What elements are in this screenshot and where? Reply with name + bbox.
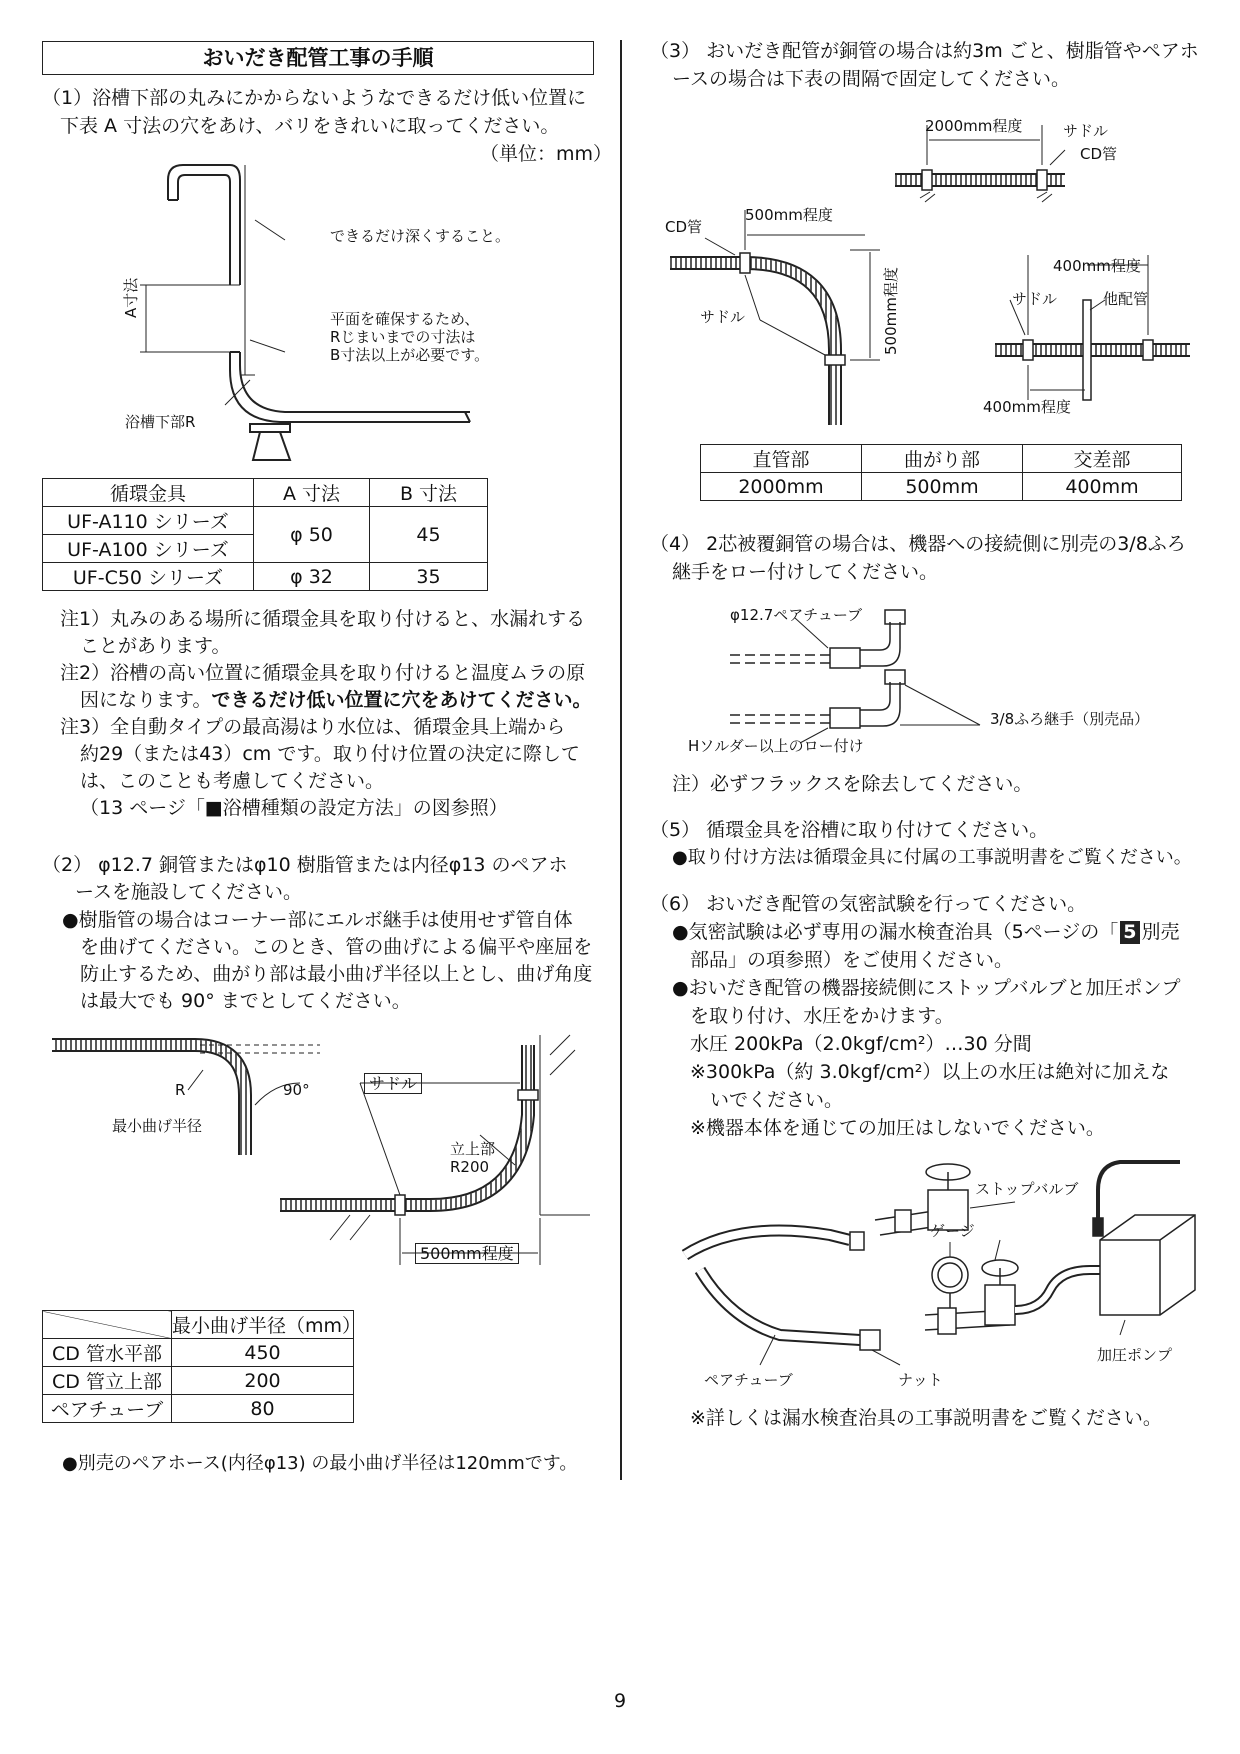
step2-bullet-line1: ●樹脂管の場合はコーナー部にエルボ継手は使用せず管自体 [62, 909, 573, 931]
table2-row3-value: 80 [172, 1395, 354, 1423]
table2-header: 最小曲げ半径（mm） [172, 1311, 354, 1339]
fixing-interval-table [700, 444, 1182, 501]
fig4-fitting-label: 3/8ふろ継手（別売品） [990, 710, 1150, 728]
fig3-cd-b-label: CD管 [665, 218, 703, 236]
fig3-500v-label: 500mm程度 [882, 267, 900, 355]
fig1-deep-label: できるだけ深くすること。 [330, 227, 511, 245]
step2-bullet-line4: は最大でも 90° までとしてください。 [80, 990, 411, 1012]
table2-row2-name: CD 管立上部 [43, 1367, 172, 1395]
step6-bullet1-text: ●気密試験は必ず専用の漏水検査治具（5ページの「 [672, 921, 1119, 943]
step6-bullet1-text-end: 別売 [1141, 921, 1180, 943]
note3-line1: 注3）全自動タイプの最高湯はり水位は、循環金具上端から [60, 716, 566, 738]
step5-line1: （5） 循環金具を浴槽に取り付けてください。 [650, 819, 1049, 841]
table3-value-straight: 2000mm [701, 473, 862, 501]
step1-line1: （1）浴槽下部の丸みにかからないようなできるだけ低い位置に [42, 87, 587, 109]
column-divider [620, 40, 622, 1480]
pressure-warning-2: ※機器本体を通じての加圧はしないでください。 [690, 1117, 1105, 1139]
note2-line1: 注2）浴槽の高い位置に循環金具を取り付けると温度ムラの原 [60, 662, 586, 684]
fig1-flat-label-1: 平面を確保するため、 [330, 310, 480, 328]
fig1-a-dim-label: A寸法 [122, 277, 140, 318]
fig3-500-label: 500mm程度 [745, 206, 833, 224]
table1-header-b: B 寸法 [370, 479, 488, 507]
fig3-400a-label: 400mm程度 [1053, 257, 1141, 275]
fig1-bottom-r-label: 浴槽下部R [125, 413, 196, 431]
table2-corner-cell [43, 1311, 172, 1339]
note3-line4: （13 ページ「■浴槽種類の設定方法」の図参照） [80, 797, 508, 819]
note3-line2: 約29（または43）cm です。取り付け位置の決定に際して [80, 743, 580, 765]
table3-value-cross: 400mm [1023, 473, 1182, 501]
fig1-flat-label-3: B寸法以上が必要です。 [330, 346, 490, 364]
page-number: 9 [614, 1690, 627, 1712]
step4-line1: （4） 2芯被覆銅管の場合は、機器への接続側に別売の3/8ふろ [650, 533, 1186, 555]
fig5-valve-label: ストップバルブ [975, 1180, 1079, 1198]
fig5-nut-label: ナット [898, 1371, 943, 1389]
fig1-flat-label-2: Rじまいまでの寸法は [330, 328, 476, 346]
note2-text: 因になります。 [80, 689, 212, 711]
fig3-400b-label: 400mm程度 [983, 398, 1071, 416]
fig3-cd-a-label: CD管 [1080, 145, 1118, 163]
step6-bullet2-line2: を取り付け、水圧をかけます。 [690, 1005, 954, 1027]
note1-line2: ことがあります。 [80, 635, 231, 657]
table3-value-bend: 500mm [862, 473, 1023, 501]
table1-row1-name: UF-A110 シリーズ [43, 507, 254, 535]
table1-row3-name: UF-C50 シリーズ [43, 563, 254, 591]
pressure-warning-line1: ※300kPa（約 3.0kgf/cm²）以上の水圧は絶対に加えな [690, 1061, 1170, 1083]
step6-bullet1-line1 [672, 921, 1180, 944]
fig2-deg-label: 90° [283, 1081, 310, 1099]
brazing-figure [700, 600, 1180, 760]
fig3-saddle-a-label: サドル [1063, 122, 1109, 140]
table3-header-cross: 交差部 [1023, 445, 1182, 473]
section-title: おいだき配管工事の手順 [42, 41, 594, 75]
step6-line1: （6） おいだき配管の気密試験を行ってください。 [650, 893, 1087, 915]
table3-header-straight: 直管部 [701, 445, 862, 473]
table2-row1-name: CD 管水平部 [43, 1339, 172, 1367]
fitting-dimension-table [42, 478, 488, 591]
fig2-minr-label: 最小曲げ半径 [112, 1117, 203, 1135]
fig4-pair-tube-label: φ12.7ペアチューブ [730, 606, 863, 624]
step6-bullet2-line1: ●おいだき配管の機器接続側にストップバルブと加圧ポンプ [672, 977, 1181, 999]
note3-line3: は、このことも考慮してください。 [80, 770, 385, 792]
note1-line1: 注1）丸みのある場所に循環金具を取り付けると、水漏れする [60, 608, 586, 630]
step2-bullet-line3: 防止するため、曲がり部は最小曲げ半径以上とし、曲げ角度 [80, 963, 593, 985]
table1-header-fitting: 循環金具 [43, 479, 254, 507]
step5-bullet: ●取り付け方法は循環金具に付属の工事説明書をご覧ください。 [672, 847, 1192, 868]
fig3-2000-label: 2000mm程度 [925, 117, 1023, 135]
table1-row1-a: φ 50 [254, 507, 370, 563]
table3-header-bend: 曲がり部 [862, 445, 1023, 473]
table2-row1-value: 450 [172, 1339, 354, 1367]
table2-row2-value: 200 [172, 1367, 354, 1395]
step2-line2: ースを施設してください。 [75, 881, 303, 903]
step2-bullet-line2: を曲げてください。このとき、管の曲げによる偏平や座屈を [80, 936, 593, 958]
fig2-distance-label: 500mm程度 [415, 1243, 519, 1264]
table1-header-a: A 寸法 [254, 479, 370, 507]
unit-label: （単位：mm） [480, 143, 613, 165]
pair-hose-note: ●別売のペアホース(内径φ13) の最小曲げ半径は120mmです。 [62, 1453, 578, 1474]
step2-line1: （2） φ12.7 銅管またはφ10 樹脂管または内径φ13 のペアホ [42, 854, 568, 876]
table1-row2-name: UF-A100 シリーズ [43, 535, 254, 563]
fig3-saddle-c-label: サドル [1012, 290, 1058, 308]
test-pressure: 水圧 200kPa（2.0kgf/cm²）…30 分間 [690, 1033, 1032, 1055]
min-bend-radius-table [42, 1310, 362, 1423]
detail-reference-note: ※詳しくは漏水検査治具の工事説明書をご覧ください。 [690, 1407, 1162, 1429]
table2-row3-name: ペアチューブ [43, 1395, 172, 1423]
table1-row1-b: 45 [370, 507, 488, 563]
step4-line2: 継手をロー付けしてください。 [672, 561, 939, 583]
step6-bullet1-line2: 部品」の項参照）をご使用ください。 [690, 949, 1014, 971]
fig5-gauge-label: ゲージ [930, 1222, 975, 1240]
fig4-solder-label: Hソルダー以上のロー付け [688, 737, 864, 755]
table1-row3-a: φ 32 [254, 563, 370, 591]
table1-row3-b: 35 [370, 563, 488, 591]
flux-note: 注）必ずフラックスを除去してください。 [672, 773, 1033, 795]
note2-emphasis: できるだけ低い位置に穴をあけてください。 [211, 689, 592, 711]
section-number-badge: 5 [1120, 921, 1139, 944]
fig2-riser-label-1: 立上部 [450, 1140, 496, 1158]
note2-line2 [80, 689, 592, 712]
fig2-saddle-label: サドル [364, 1073, 422, 1094]
step1-line2: 下表 A 寸法の穴をあけ、バリをきれいに取ってください。 [60, 115, 560, 137]
fig2-riser-label-2: R200 [450, 1158, 490, 1176]
fig5-pair-tube-label: ペアチューブ [704, 1371, 793, 1389]
step3-line1: （3） おいだき配管が銅管の場合は約3m ごと、樹脂管やペアホ [650, 40, 1199, 62]
step3-line2: ースの場合は下表の間隔で固定してください。 [672, 68, 1071, 90]
fig2-r-label: R [175, 1081, 186, 1099]
fig5-pump-label: 加圧ポンプ [1097, 1346, 1173, 1364]
fig3-saddle-b-label: サドル [700, 308, 746, 326]
pressure-warning-line2: いでください。 [710, 1089, 844, 1111]
fig3-other-pipe-label: 他配管 [1103, 290, 1149, 308]
